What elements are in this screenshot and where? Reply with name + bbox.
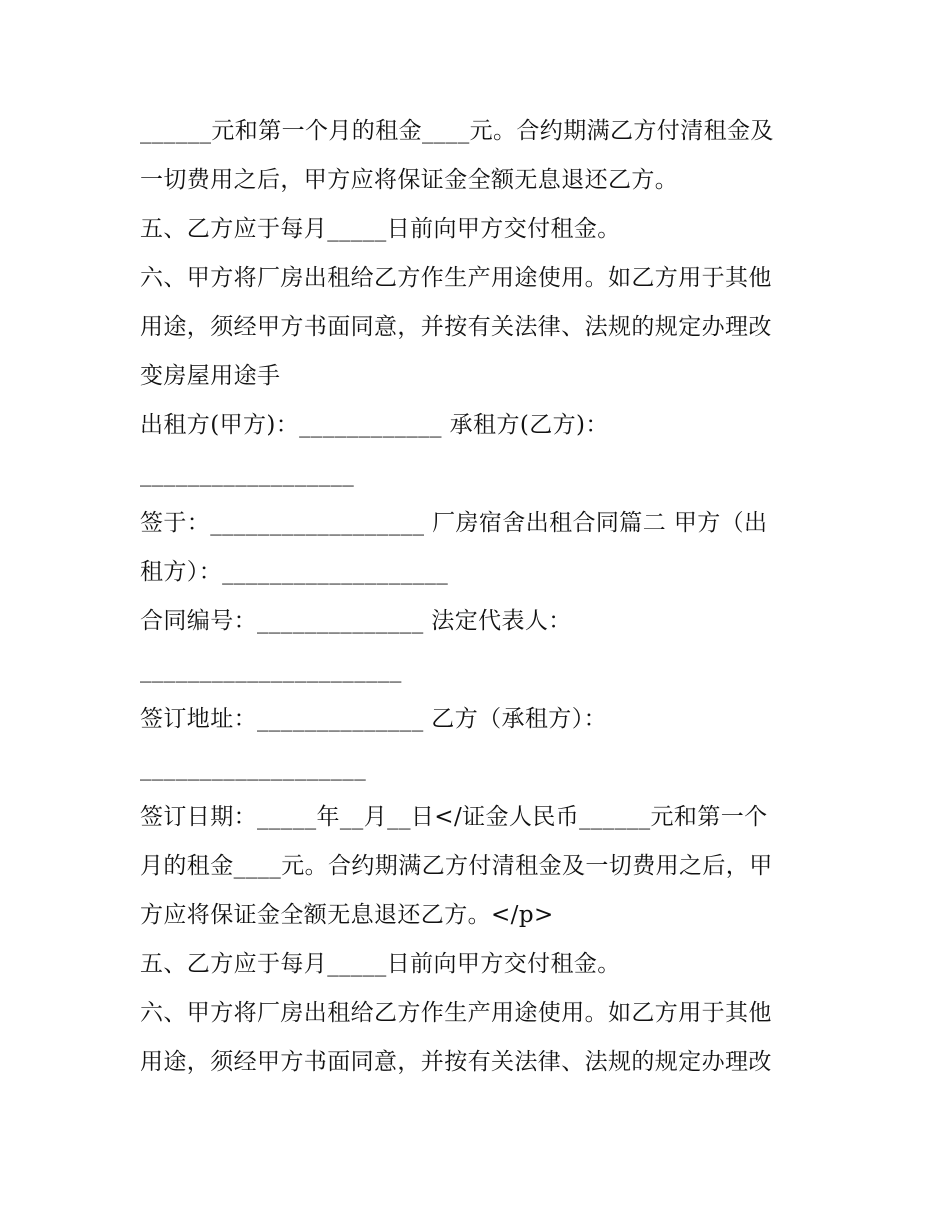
text-line: 用途，须经甲方书面同意，并按有关法律、法规的规定办理改: [140, 314, 772, 340]
text-line: ___________________: [140, 755, 367, 781]
text-line: 签于：__________________ 厂房宿舍出租合同篇二 甲方（出: [140, 510, 768, 536]
text-line: __________________: [140, 461, 355, 487]
text-line: 月的租金____元。合约期满乙方付清租金及一切费用之后，甲: [140, 853, 773, 879]
text-line: 六、甲方将厂房出租给乙方作生产用途使用。如乙方用于其他: [140, 1000, 772, 1026]
text-line: 六、甲方将厂房出租给乙方作生产用途使用。如乙方用于其他: [140, 265, 772, 291]
text-line: 方应将保证金全额无息退还乙方。</p>: [140, 902, 554, 928]
text-line: 签订日期：_____年__月__日</证金人民币______元和第一个: [140, 804, 768, 830]
text-line: ______元和第一个月的租金____元。合约期满乙方付清租金及: [140, 118, 774, 144]
text-line: 租方）：___________________: [140, 559, 449, 585]
text-line: 出租方(甲方)：____________ 承租方(乙方)：: [140, 412, 609, 438]
text-line: 五、乙方应于每月_____日前向甲方交付租金。: [140, 216, 621, 242]
text-line: 签订地址：______________ 乙方（承租方）：: [140, 706, 608, 732]
text-line: 变房屋用途手: [140, 363, 281, 389]
text-line: ______________________: [140, 657, 402, 683]
document-body: [140, 107, 820, 1087]
text-line: 合同编号：______________ 法定代表人：: [140, 608, 572, 634]
text-line: 五、乙方应于每月_____日前向甲方交付租金。: [140, 951, 621, 977]
text-line: 用途，须经甲方书面同意，并按有关法律、法规的规定办理改: [140, 1049, 772, 1075]
text-line: 一切费用之后，甲方应将保证金全额无息退还乙方。: [140, 167, 679, 193]
